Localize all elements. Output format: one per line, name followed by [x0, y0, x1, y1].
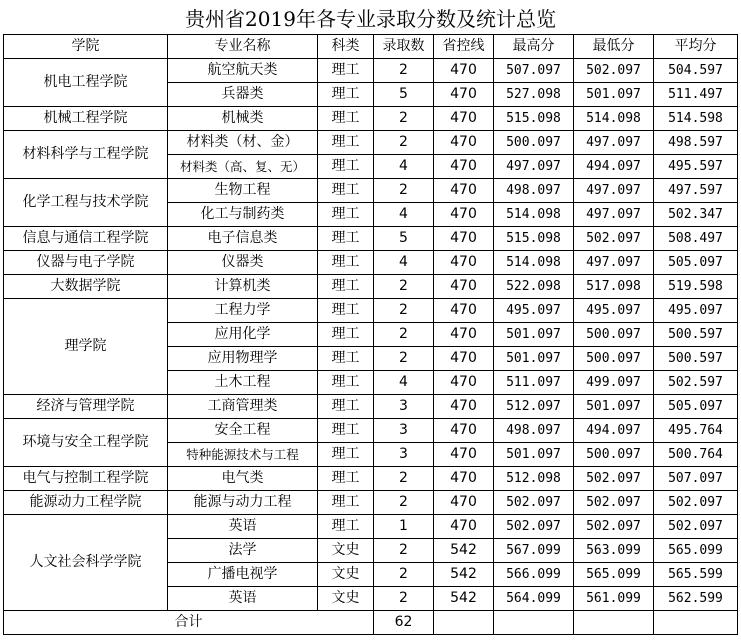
- control-line-cell: 470: [434, 491, 494, 515]
- table-row: [4, 59, 738, 83]
- avg-score-cell: 514.598: [654, 107, 738, 131]
- admitted-cell: 2: [374, 131, 434, 155]
- min-score-cell: 517.098: [574, 275, 654, 299]
- min-score-cell: 494.097: [574, 155, 654, 179]
- total-empty-cell: [434, 611, 494, 635]
- avg-score-cell: 495.764: [654, 419, 738, 443]
- max-score-cell: 514.098: [494, 203, 574, 227]
- category-cell: 理工: [318, 179, 374, 203]
- admitted-cell: 2: [374, 587, 434, 611]
- control-line-cell: 470: [434, 347, 494, 371]
- major-cell: 应用物理学: [168, 347, 318, 371]
- category-cell: 理工: [318, 491, 374, 515]
- min-score-cell: 497.097: [574, 179, 654, 203]
- header-admitted: 录取数: [374, 35, 434, 59]
- control-line-cell: 470: [434, 107, 494, 131]
- min-score-cell: 499.097: [574, 371, 654, 395]
- table-body: [4, 59, 738, 635]
- category-cell: 理工: [318, 323, 374, 347]
- category-cell: 理工: [318, 203, 374, 227]
- avg-score-cell: 500.597: [654, 347, 738, 371]
- category-cell: 文史: [318, 563, 374, 587]
- max-score-cell: 500.097: [494, 131, 574, 155]
- min-score-cell: 502.097: [574, 227, 654, 251]
- control-line-cell: 470: [434, 419, 494, 443]
- min-score-cell: 500.097: [574, 323, 654, 347]
- major-cell: 材料类（材、金）: [168, 131, 318, 155]
- max-score-cell: 567.099: [494, 539, 574, 563]
- admitted-cell: 5: [374, 227, 434, 251]
- avg-score-cell: 502.097: [654, 491, 738, 515]
- category-cell: 理工: [318, 347, 374, 371]
- max-score-cell: 502.097: [494, 515, 574, 539]
- category-cell: 理工: [318, 443, 374, 467]
- min-score-cell: 495.097: [574, 299, 654, 323]
- control-line-cell: 542: [434, 563, 494, 587]
- control-line-cell: 470: [434, 179, 494, 203]
- category-cell: 文史: [318, 587, 374, 611]
- admitted-cell: 2: [374, 107, 434, 131]
- max-score-cell: 498.097: [494, 419, 574, 443]
- header-major: 专业名称: [168, 35, 318, 59]
- max-score-cell: 511.097: [494, 371, 574, 395]
- avg-score-cell: 502.347: [654, 203, 738, 227]
- college-cell: 机械工程学院: [4, 107, 168, 131]
- admitted-cell: 2: [374, 179, 434, 203]
- header-college: 学院: [4, 35, 168, 59]
- category-cell: 理工: [318, 107, 374, 131]
- table-row: [4, 299, 738, 323]
- college-cell: 人文社会科学学院: [4, 515, 168, 611]
- min-score-cell: 500.097: [574, 443, 654, 467]
- major-cell: 法学: [168, 539, 318, 563]
- avg-score-cell: 495.597: [654, 155, 738, 179]
- header-category: 科类: [318, 35, 374, 59]
- admitted-cell: 2: [374, 467, 434, 491]
- max-score-cell: 502.097: [494, 491, 574, 515]
- major-cell: 英语: [168, 515, 318, 539]
- category-cell: 理工: [318, 155, 374, 179]
- avg-score-cell: 498.597: [654, 131, 738, 155]
- control-line-cell: 470: [434, 155, 494, 179]
- min-score-cell: 502.097: [574, 491, 654, 515]
- header-row: [4, 35, 738, 59]
- table-row: [4, 179, 738, 203]
- max-score-cell: 512.097: [494, 395, 574, 419]
- header-avg-score: 平均分: [654, 35, 738, 59]
- admitted-cell: 2: [374, 563, 434, 587]
- max-score-cell: 564.099: [494, 587, 574, 611]
- min-score-cell: 502.097: [574, 59, 654, 83]
- total-admitted: 62: [374, 611, 434, 635]
- category-cell: 理工: [318, 467, 374, 491]
- max-score-cell: 512.098: [494, 467, 574, 491]
- avg-score-cell: 500.597: [654, 323, 738, 347]
- min-score-cell: 514.098: [574, 107, 654, 131]
- table-row: [4, 131, 738, 155]
- control-line-cell: 470: [434, 83, 494, 107]
- table-row: [4, 515, 738, 539]
- major-cell: 工商管理类: [168, 395, 318, 419]
- major-cell: 兵器类: [168, 83, 318, 107]
- control-line-cell: 470: [434, 59, 494, 83]
- admitted-cell: 2: [374, 539, 434, 563]
- avg-score-cell: 562.599: [654, 587, 738, 611]
- control-line-cell: 470: [434, 299, 494, 323]
- admitted-cell: 2: [374, 323, 434, 347]
- college-cell: 经济与管理学院: [4, 395, 168, 419]
- avg-score-cell: 519.598: [654, 275, 738, 299]
- min-score-cell: 497.097: [574, 203, 654, 227]
- major-cell: 安全工程: [168, 419, 318, 443]
- major-cell: 生物工程: [168, 179, 318, 203]
- avg-score-cell: 497.597: [654, 179, 738, 203]
- admitted-cell: 2: [374, 275, 434, 299]
- college-cell: 仪器与电子学院: [4, 251, 168, 275]
- control-line-cell: 470: [434, 251, 494, 275]
- table-row: [4, 419, 738, 443]
- min-score-cell: 497.097: [574, 251, 654, 275]
- min-score-cell: 501.097: [574, 395, 654, 419]
- table-row: [4, 275, 738, 299]
- major-cell: 化工与制药类: [168, 203, 318, 227]
- max-score-cell: 515.098: [494, 227, 574, 251]
- min-score-cell: 502.097: [574, 515, 654, 539]
- page-title: 贵州省2019年各专业录取分数及统计总览: [185, 7, 556, 31]
- admitted-cell: 1: [374, 515, 434, 539]
- category-cell: 理工: [318, 419, 374, 443]
- max-score-cell: 514.098: [494, 251, 574, 275]
- min-score-cell: 565.099: [574, 563, 654, 587]
- major-cell: 电子信息类: [168, 227, 318, 251]
- min-score-cell: 497.097: [574, 131, 654, 155]
- avg-score-cell: 565.599: [654, 563, 738, 587]
- college-cell: 理学院: [4, 299, 168, 395]
- max-score-cell: 566.099: [494, 563, 574, 587]
- min-score-cell: 501.097: [574, 83, 654, 107]
- min-score-cell: 502.097: [574, 467, 654, 491]
- table-row: [4, 395, 738, 419]
- avg-score-cell: 508.497: [654, 227, 738, 251]
- major-cell: 机械类: [168, 107, 318, 131]
- college-cell: 能源动力工程学院: [4, 491, 168, 515]
- category-cell: 理工: [318, 251, 374, 275]
- college-cell: 大数据学院: [4, 275, 168, 299]
- control-line-cell: 470: [434, 467, 494, 491]
- admitted-cell: 3: [374, 419, 434, 443]
- major-cell: 应用化学: [168, 323, 318, 347]
- category-cell: 理工: [318, 395, 374, 419]
- major-cell: 航空航天类: [168, 59, 318, 83]
- college-cell: 化学工程与技术学院: [4, 179, 168, 227]
- major-cell: 工程力学: [168, 299, 318, 323]
- total-empty-cell: [654, 611, 738, 635]
- major-cell: 英语: [168, 587, 318, 611]
- major-cell: 计算机类: [168, 275, 318, 299]
- admission-table: [3, 34, 738, 635]
- min-score-cell: 561.099: [574, 587, 654, 611]
- major-cell: 材料类（高、复、无）: [168, 155, 318, 179]
- table-row: [4, 251, 738, 275]
- admitted-cell: 4: [374, 251, 434, 275]
- major-cell: 仪器类: [168, 251, 318, 275]
- avg-score-cell: 505.097: [654, 395, 738, 419]
- college-cell: 环境与安全工程学院: [4, 419, 168, 467]
- max-score-cell: 527.098: [494, 83, 574, 107]
- control-line-cell: 542: [434, 587, 494, 611]
- category-cell: 理工: [318, 83, 374, 107]
- control-line-cell: 470: [434, 371, 494, 395]
- avg-score-cell: 565.099: [654, 539, 738, 563]
- category-cell: 理工: [318, 275, 374, 299]
- category-cell: 文史: [318, 539, 374, 563]
- admitted-cell: 2: [374, 491, 434, 515]
- header-control-line: 省控线: [434, 35, 494, 59]
- avg-score-cell: 502.597: [654, 371, 738, 395]
- min-score-cell: 500.097: [574, 347, 654, 371]
- college-cell: 电气与控制工程学院: [4, 467, 168, 491]
- avg-score-cell: 505.097: [654, 251, 738, 275]
- major-cell: 电气类: [168, 467, 318, 491]
- avg-score-cell: 507.097: [654, 467, 738, 491]
- major-cell: 广播电视学: [168, 563, 318, 587]
- max-score-cell: 495.097: [494, 299, 574, 323]
- category-cell: 理工: [318, 227, 374, 251]
- max-score-cell: 501.097: [494, 323, 574, 347]
- total-label: 合计: [4, 611, 374, 635]
- college-cell: 机电工程学院: [4, 59, 168, 107]
- college-cell: 材料科学与工程学院: [4, 131, 168, 179]
- control-line-cell: 470: [434, 443, 494, 467]
- admitted-cell: 4: [374, 155, 434, 179]
- admitted-cell: 2: [374, 59, 434, 83]
- header-max-score: 最高分: [494, 35, 574, 59]
- category-cell: 理工: [318, 299, 374, 323]
- max-score-cell: 501.097: [494, 347, 574, 371]
- max-score-cell: 522.098: [494, 275, 574, 299]
- avg-score-cell: 500.764: [654, 443, 738, 467]
- major-cell: 能源与动力工程: [168, 491, 318, 515]
- table-row: [4, 227, 738, 251]
- min-score-cell: 494.097: [574, 419, 654, 443]
- admitted-cell: 2: [374, 347, 434, 371]
- control-line-cell: 470: [434, 275, 494, 299]
- avg-score-cell: 495.097: [654, 299, 738, 323]
- avg-score-cell: 511.497: [654, 83, 738, 107]
- min-score-cell: 563.099: [574, 539, 654, 563]
- category-cell: 理工: [318, 131, 374, 155]
- category-cell: 理工: [318, 371, 374, 395]
- admitted-cell: 4: [374, 371, 434, 395]
- admitted-cell: 3: [374, 395, 434, 419]
- max-score-cell: 501.097: [494, 443, 574, 467]
- table-row: [4, 107, 738, 131]
- avg-score-cell: 502.097: [654, 515, 738, 539]
- total-row: [4, 611, 738, 635]
- header-min-score: 最低分: [574, 35, 654, 59]
- category-cell: 理工: [318, 515, 374, 539]
- max-score-cell: 507.097: [494, 59, 574, 83]
- college-cell: 信息与通信工程学院: [4, 227, 168, 251]
- major-cell: 特种能源技术与工程: [168, 443, 318, 467]
- total-empty-cell: [574, 611, 654, 635]
- major-cell: 土木工程: [168, 371, 318, 395]
- control-line-cell: 470: [434, 323, 494, 347]
- control-line-cell: 470: [434, 131, 494, 155]
- control-line-cell: 470: [434, 203, 494, 227]
- table-row: [4, 467, 738, 491]
- control-line-cell: 542: [434, 539, 494, 563]
- avg-score-cell: 504.597: [654, 59, 738, 83]
- total-empty-cell: [494, 611, 574, 635]
- max-score-cell: 498.097: [494, 179, 574, 203]
- admitted-cell: 4: [374, 203, 434, 227]
- control-line-cell: 470: [434, 515, 494, 539]
- admitted-cell: 2: [374, 299, 434, 323]
- control-line-cell: 470: [434, 395, 494, 419]
- max-score-cell: 515.098: [494, 107, 574, 131]
- admitted-cell: 3: [374, 443, 434, 467]
- control-line-cell: 470: [434, 227, 494, 251]
- admitted-cell: 5: [374, 83, 434, 107]
- max-score-cell: 497.097: [494, 155, 574, 179]
- table-row: [4, 491, 738, 515]
- category-cell: 理工: [318, 59, 374, 83]
